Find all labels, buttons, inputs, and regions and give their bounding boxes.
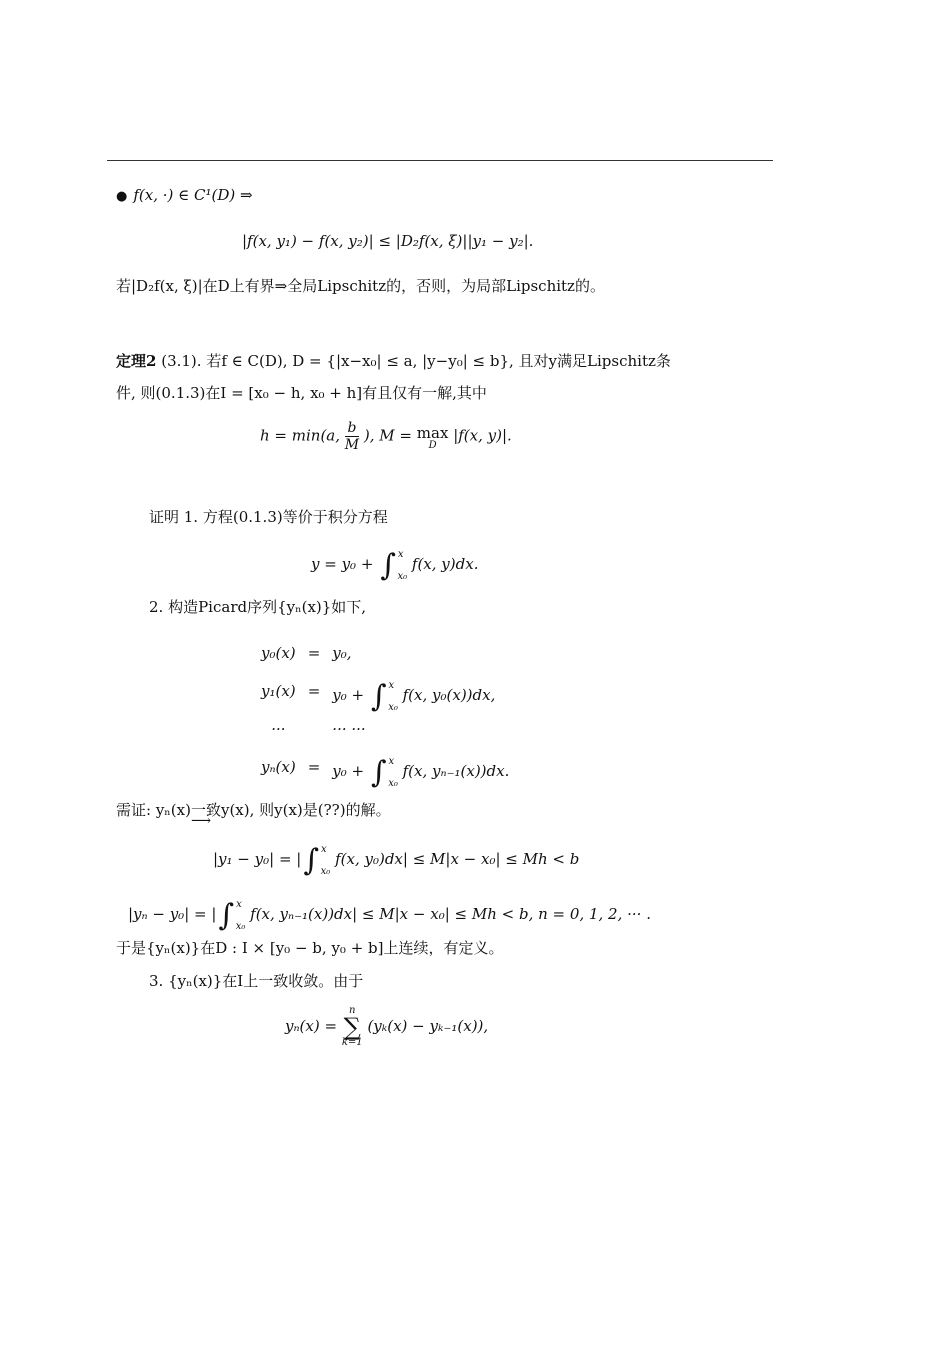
integral-sign: ∫	[370, 755, 387, 790]
picard-rhs: y₀,	[332, 644, 352, 662]
theorem-text-1: 若f ∈ C(D), D = {|x−x₀| ≤ a, |y−y₀| ≤ b}, 且对y满足Lipschitz条	[206, 352, 671, 370]
inequality-y1	[213, 840, 580, 878]
need-pre: 需证: yₙ(x)	[116, 801, 191, 819]
ineq1-post: f(x, y₀)dx| ≤ M|x − x₀| ≤ Mh < b	[335, 850, 580, 868]
inequality-yn	[128, 895, 651, 933]
picard-row	[255, 634, 515, 672]
need-post: y(x), 则y(x)是(??)的解。	[220, 801, 391, 819]
lipschitz-inequality: |f(x, y₁) − f(x, y₂)| ≤ |D₂f(x, ξ)||y₁ − y₂|.	[242, 232, 534, 250]
ineq1-pre: |y₁ − y₀| = |	[213, 850, 302, 868]
picard-sequence	[255, 634, 515, 790]
picard-lhs: y₁(x)	[261, 682, 296, 700]
h-left: h = min(a,	[260, 426, 341, 445]
integral-upper: x	[236, 899, 242, 910]
picard-rhs-post: f(x, yₙ₋₁(x))dx.	[402, 762, 510, 780]
proof-step-1: 证明 1. 方程(0.1.3)等价于积分方程	[149, 508, 388, 526]
integral-upper: x	[388, 680, 395, 691]
picard-rhs-pre: y₀ +	[332, 686, 365, 704]
theorem-line-1	[116, 352, 671, 370]
need-to-prove	[116, 801, 391, 819]
picard-row	[255, 748, 515, 786]
integral-sign: ∫	[303, 843, 319, 878]
picard-rhs: ··· ···	[332, 720, 366, 738]
b-over-m-fraction	[345, 420, 359, 453]
bullet-line	[116, 186, 253, 206]
picard-rhs-pre: y₀ +	[332, 762, 365, 780]
integral-upper: x	[388, 756, 395, 767]
integral-eq-right: f(x, y)dx.	[411, 555, 479, 573]
fraction-denominator: M	[344, 437, 360, 453]
picard-rhs	[326, 748, 515, 790]
h-definition	[260, 420, 512, 453]
continuity-remark: 于是{yₙ(x)}在D : I × [y₀ − b, y₀ + b]上连续，有定义。	[116, 939, 504, 957]
integral-lower: x₀	[397, 571, 408, 582]
integral-eq-left: y = y₀ +	[311, 555, 374, 573]
proof-step-2: 2. 构造Picard序列{yₙ(x)}如下,	[149, 598, 367, 616]
max-operator	[417, 424, 449, 450]
sum-lower: k=1	[341, 1037, 363, 1048]
integral-lower: x₀	[388, 778, 398, 789]
sum-eq-left: yₙ(x) =	[285, 1017, 338, 1035]
integral-lower: x₀	[320, 866, 331, 877]
lipschitz-remark: 若|D₂f(x, ξ)|在D上有界⇒全局Lipschitz的，否则，为局部Lipschitz的。	[116, 277, 605, 295]
integral-upper: x	[397, 549, 404, 560]
equals	[302, 710, 327, 748]
max-text: max	[416, 423, 449, 442]
sigma-icon: ∑	[343, 1013, 361, 1041]
equals: =	[307, 682, 321, 700]
integral-sign: ∫	[370, 679, 387, 714]
h-tail: |f(x, y)|.	[453, 426, 512, 445]
fraction-numerator: b	[345, 420, 359, 437]
picard-lhs: ···	[271, 720, 286, 738]
theorem-label: 定理2	[116, 352, 157, 370]
header-rule	[107, 160, 773, 161]
ineq2-pre: |yₙ − y₀| = |	[128, 905, 217, 923]
picard-lhs: yₙ(x)	[261, 758, 296, 776]
theorem-line-2: 件, 则(0.1.3)在I = [x₀ − h, x₀ + h]有且仅有一解,其中	[116, 384, 487, 402]
bullet-icon: ●	[116, 189, 128, 204]
h-right: ), M =	[363, 426, 417, 445]
sum-equation	[285, 1006, 488, 1048]
ineq2-post: f(x, yₙ₋₁(x))dx| ≤ M|x − x₀| ≤ Mh < b, n = 0, 1, 2, ··· .	[250, 905, 651, 923]
sum-operator	[342, 1006, 363, 1048]
equals: =	[307, 758, 321, 776]
integral-upper: x	[321, 844, 327, 855]
proof-step-3: 3. {yₙ(x)}在I上一致收敛。由于	[149, 972, 364, 990]
integral-sign: ∫	[218, 898, 235, 933]
bullet-text: f(x, ·) ∈ C¹(D) ⇒	[133, 186, 253, 204]
integral-lower: x₀	[235, 921, 246, 932]
integral-equation	[311, 545, 479, 583]
picard-rhs	[326, 672, 515, 714]
sum-upper: n	[349, 1005, 356, 1016]
integral-lower: x₀	[388, 702, 398, 713]
sum-eq-right: (yₖ(x) − yₖ₋₁(x)),	[367, 1017, 489, 1035]
uniform-convergence-arrow: 一致 ⟶	[191, 801, 221, 819]
theorem-ref: (3.1).	[161, 352, 202, 370]
picard-row	[255, 672, 515, 710]
picard-lhs: y₀(x)	[261, 644, 296, 662]
max-subscript: D	[428, 439, 437, 451]
integral-sign: ∫	[380, 548, 396, 583]
equals: =	[307, 644, 321, 662]
picard-rhs-post: f(x, y₀(x))dx,	[402, 686, 496, 704]
picard-row	[255, 710, 515, 748]
